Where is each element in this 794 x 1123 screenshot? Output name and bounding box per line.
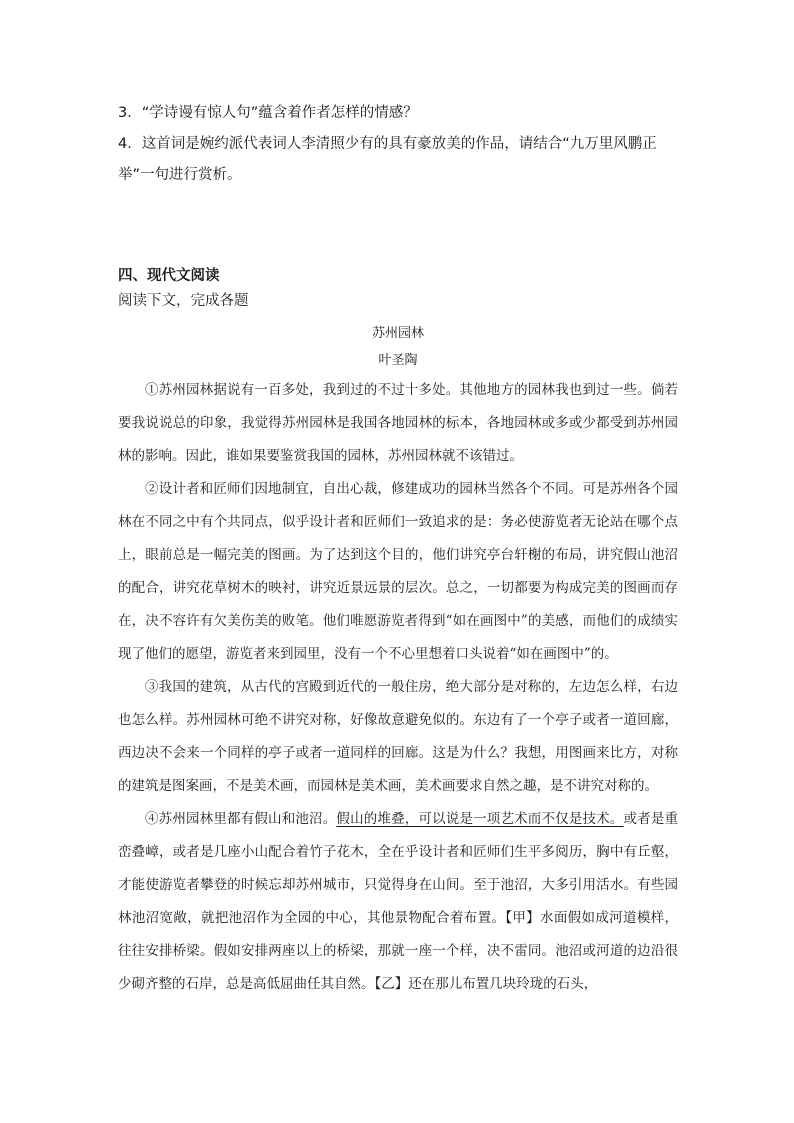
essay-author: 叶圣陶 <box>378 353 418 368</box>
essay-paragraph-4 <box>118 803 678 1001</box>
paragraph-4-lead: ④苏州园林里都有假山和池沼。 <box>145 811 337 827</box>
question-3: 3．“学诗谩有惊人句”蕴含着作者怎样的情感？ <box>118 105 418 121</box>
essay-title: 苏州园林 <box>371 326 424 341</box>
section-heading: 四、现代文阅读 <box>118 268 220 284</box>
underlined-sentence: 假山的堆叠，可以说是一项艺术而不仅是技术。 <box>336 811 624 827</box>
document-page <box>118 98 678 1001</box>
essay-paragraph-2: ②设计者和匠师们因地制宜，自出心裁，修建成功的园林当然各个不同。可是苏州各个园林在不同之中有个共同点，似乎设计者和匠师们一致追求的是：务必使游览者无论站在哪个点上，眼前总是一幅完美的图画。为了达到这个目的，他们讲究亭台轩榭的布局，讲究假山池沼的配合，讲究花草树木的映衬，讲究近景远景的层次。总之，一切都要为构成完美的图画而存在，决不容许有欠美伤美的败笔。他们唯愿游览者得到“如在画图中”的美感，而他们的成绩实现了他们的愿望，游览者来到园里，没有一个不心里想着口头说着“如在画图中”的。 <box>118 481 678 662</box>
essay-paragraph-3: ③我国的建筑，从古代的宫殿到近代的一般住房，绝大部分是对称的，左边怎么样，右边也怎么样。苏州园林可绝不讲究对称，好像故意避免似的。东边有了一个亭子或者一道回廊，西边决不会来一个同样的亭子或者一道同样的回廊。这是为什么？我想，用图画来比方，对称的建筑是图案画，不是美术画，而园林是美术画，美术画要求自然之趣，是不讲究对称的。 <box>118 679 678 794</box>
paragraph-4-rest: 或者是重峦叠嶂，或者是几座小山配合着竹子花木，全在乎设计者和匠师们生平多阅历，胸中有丘壑，才能使游览者攀登的时候忘却苏州城市，只觉得身在山间。至于池沼，大多引用活水。有些园林池沼宽敞，就把池沼作为全园的中心，其他景物配合着布置。【甲】水面假如成河道模样，往往安排桥梁。假如安排两座以上的桥梁，那就一座一个样，决不雷同。池沼或河道的边沿很少砌齐整的石岸，总是高低屈曲任其自然。【乙】还在那儿布置几块玲珑的石头， <box>118 811 679 992</box>
section-instruction: 阅读下文，完成各题 <box>118 293 249 309</box>
essay-paragraph-1: ①苏州园林据说有一百多处，我到过的不过十多处。其他地方的园林我也到过一些。倘若要我说说总的印象，我觉得苏州园林是我国各地园林的标本，各地园林或多或少都受到苏州园林的影响。因此，谁如果要鉴赏我国的园林，苏州园林就不该错过。 <box>118 382 678 464</box>
question-4: 4．这首词是婉约派代表词人李清照少有的具有豪放美的作品，请结合“九万里风鹏正举”一句进行赏析。 <box>118 136 657 183</box>
